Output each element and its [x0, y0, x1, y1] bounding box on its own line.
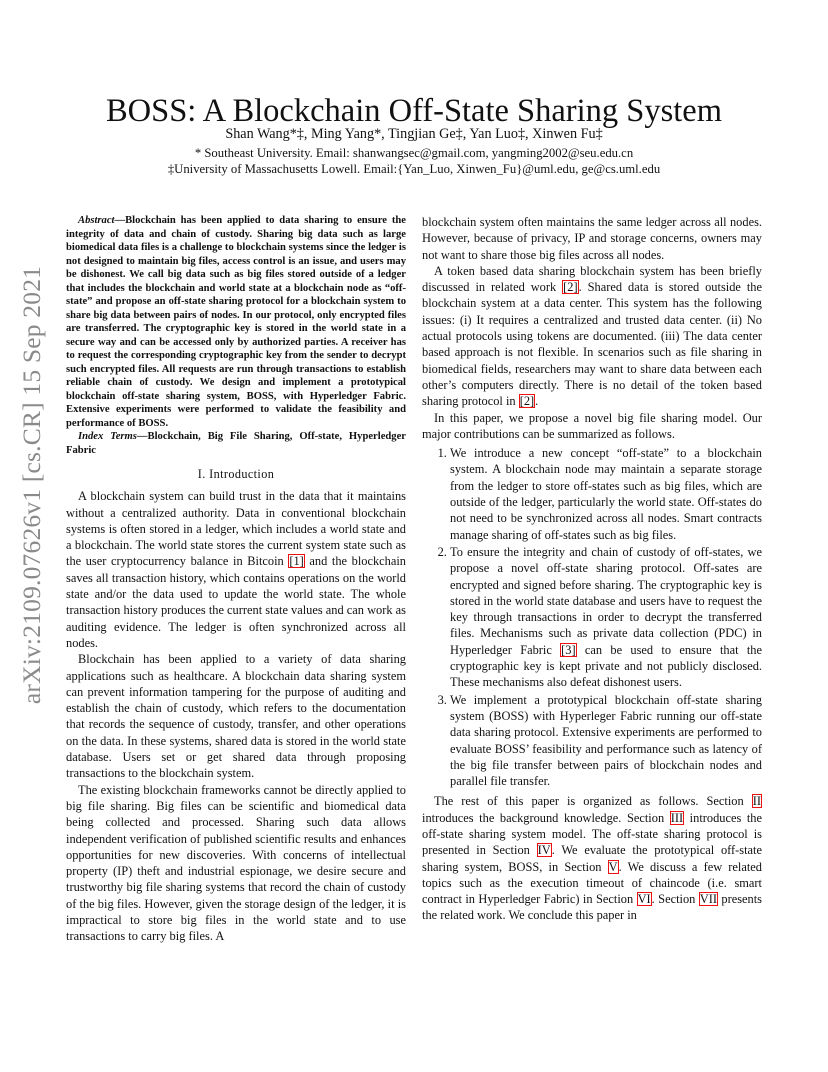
contribution-list	[422, 445, 762, 789]
intro-paragraph-5: In this paper, we propose a novel big file sharing model. Our major contributions can be summarized as follows.	[422, 410, 762, 441]
intro-paragraph-3: The existing blockchain frameworks cannot be directly applied to big file sharing. Big files can be scientific and biomedical data being collected and processed. Sharing such data allows independent verification of published scientific results and enhances opportunities for new discoveries. With concerns of intellectual property (IP) theft and industrial espionage, we desire secure and trustworthy big file sharing systems that record the chain of custody of the big files. However, given the storage design of the ledger, it is impractical to store big files in the world state and to use transactions to carry big files. A	[66, 782, 406, 944]
abstract	[66, 214, 406, 430]
contribution-item: 1. We introduce a new concept “off-state” to a blockchain system. A blockchain node may maintain a separate storage from the ledger to store off-states such as big files, which are outside of the ledger, particularly the world state. Off-states do not need to be synchronized across all nodes. Smart contracts manage sharing of off-states such as big files.	[450, 445, 762, 543]
section-link[interactable]: V	[608, 859, 618, 874]
index-terms	[66, 430, 406, 457]
section-link[interactable]: III	[670, 810, 684, 825]
abstract-label: Abstract	[78, 215, 115, 226]
section-link[interactable]: IV	[537, 843, 551, 858]
section-heading-introduction: I. Introduction	[197, 467, 275, 481]
intro-paragraph-4: A token based data sharing blockchain system has been briefly discussed in related work [2]. Shared data is stored outside the blockchain system at a data center. This system has the following issues: (i) It requires a centralized and trusted data center. (ii) No actual protocols using tokens are documented. (iii) The data center based approach is not flexible. In scenarios such as file sharing in biomedical fields, researchers may want to share data between each other’s computers directly. There is no detail of the token based sharing protocol in [2].	[422, 263, 762, 409]
index-terms-label: Index Terms	[78, 431, 137, 442]
section-link[interactable]: VII	[699, 892, 717, 907]
abstract-text: —Blockchain has been applied to data sharing to ensure the integrity of data and chain of custody. Sharing big data such as large biomedical data files is a challenge to blockchain systems since the ledger is not designed to maintain big files, access control is an issue, and users may be dishonest. We call big data such as big files stored outside of a ledger that includes the blockchain and world state at a blockchain node as “off-state” and propose an off-state sharing protocol for a blockchain system to share big data between pairs of nodes. In our protocol, only encrypted files are transferred. The cryptographic key is stored in the world state in a secure way and can be accessed only by authorized parties. A receiver has to request the corresponding cryptographic key from the sender to decrypt such encrypted files. All requests are run through transactions to establish reliable chain of custody. We design and implement a prototypical blockchain off-state sharing system, BOSS, with Hyperledger Fabric. Extensive experiments were performed to validate the feasibility and performance of BOSS.	[66, 215, 406, 429]
citation-link[interactable]: [2]	[563, 280, 578, 295]
citation-link[interactable]: [1]	[289, 554, 304, 569]
citation-link[interactable]: [2]	[519, 394, 535, 409]
citation-link[interactable]: [3]	[561, 642, 576, 657]
section-link[interactable]: II	[752, 794, 761, 809]
index-terms-text: —Blockchain, Big File Sharing, Off-state, Hyperledger Fabric	[66, 431, 406, 456]
arxiv-identifier: arXiv:2109.07626v1 [cs.CR] 15 Sep 2021	[17, 265, 46, 705]
intro-paragraph-1: A blockchain system can build trust in the data that it maintains without a centralized authority. Data in conventional blockchain systems is often stored in a ledger, which includes a world state and a blockchain. The world state stores the current system state such as the user cryptocurrency balance in Bitcoin [1] and the blockchain saves all transaction history, which contains operations on the world state and/or the data used to update the world state. The whole transaction history produces the current state values and can work as auditing evidence. The ledger is often synchronized across all nodes.	[66, 489, 406, 650]
right-column	[422, 214, 762, 924]
contribution-item: 3. We implement a prototypical blockchain off-state sharing system (BOSS) with Hyperleger Fabric running our off-state data sharing protocol. Extensive experiments are performed to evaluate BOSS’ feasibility and performance such as latency of the big file transfer between pairs of blockchain nodes and parallel file transfer.	[450, 692, 762, 790]
paper-title: BOSS: A Blockchain Off-State Sharing System	[106, 92, 722, 129]
contribution-item: 2. To ensure the integrity and chain of custody of off-states, we propose a novel off-state sharing protocol. Off-sates are encrypted and signed before sharing. The cryptographic key is stored in the world state database and users have to request the key through transactions in order to decrypt the transferred files. Mechanisms such as private data collection (PDC) in Hyperledger Fabric [3] can be used to ensure that the cryptographic key is kept private and not publicly disclosed. These mechanisms also defeat dishonest users.	[450, 544, 762, 691]
affiliation-southeast: * Southeast University. Email: shanwangsec@gmail.com, yangming2002@seu.edu.cn	[194, 146, 634, 160]
intro-paragraph-3-cont: blockchain system often maintains the same ledger across all nodes. However, because of privacy, IP and storage concerns, owners may not want to share those big files across all nodes.	[422, 215, 762, 262]
intro-paragraph-2: Blockchain has been applied to a variety of data sharing applications such as healthcare. A blockchain data sharing system can prevent information tampering for the purpose of auditing and establish the chain of custody, which refers to the documentation that records the sequence of custody, transfer, and other operations on the data. In these systems, shared data is stored in the world state database. Users set or get shared data through proposing transactions to the blockchain system.	[66, 652, 406, 781]
section-link[interactable]: VI	[637, 892, 651, 907]
left-column	[66, 214, 406, 945]
arxiv-sidebar	[2, 265, 62, 705]
affiliation-umass: ‡University of Massachusetts Lowell. Email:{Yan_Luo, Xinwen_Fu}@uml.edu, ge@cs.uml.edu	[167, 162, 661, 176]
intro-paragraph-6: The rest of this paper is organized as follows. Section II introduces the background knowledge. Section III introduces the off-state sharing system model. The off-state sharing protocol is presented in Section IV. We evaluate the prototypical off-state sharing system, BOSS, in Section V. We discuss a few related topics such as the execution timeout of chaincode (i.e. smart contract in Hyperledger Fabric) in Section VI. Section VII presents the related work. We conclude this paper in	[422, 794, 763, 923]
author-list: Shan Wang*‡, Ming Yang*, Tingjian Ge‡, Yan Luo‡, Xinwen Fu‡	[225, 126, 603, 142]
